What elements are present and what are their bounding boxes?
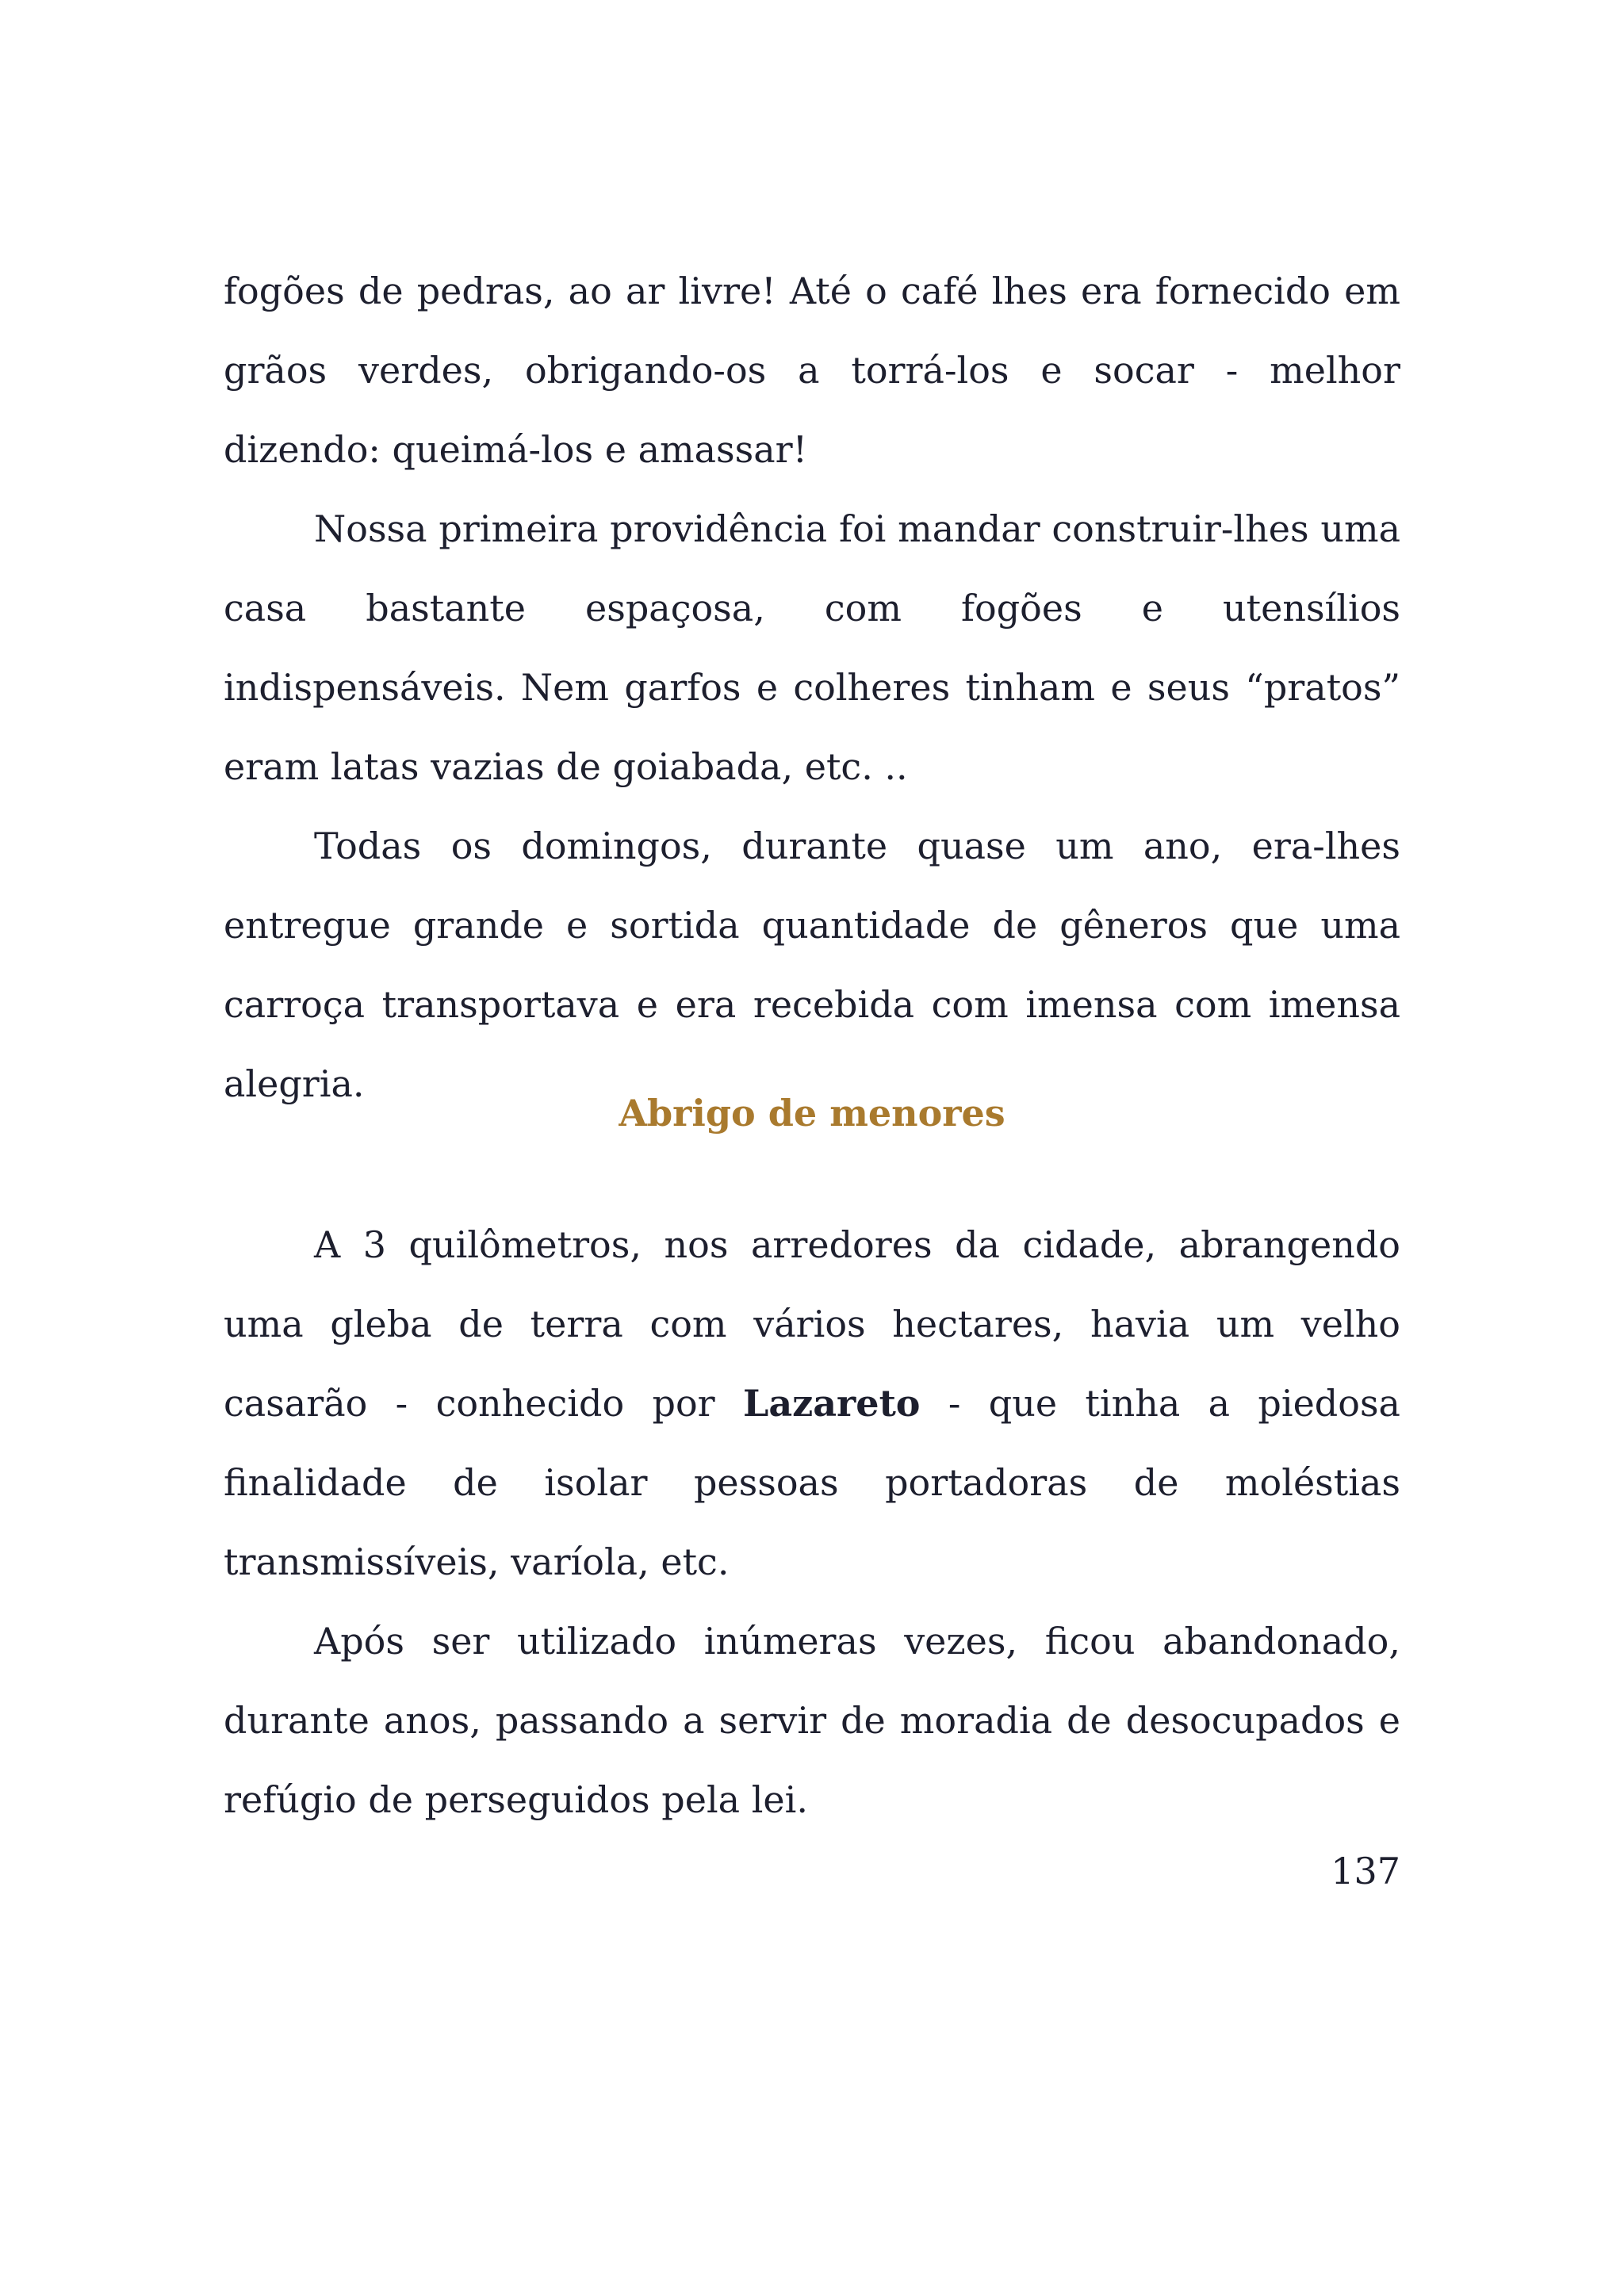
paragraph-lazareto xyxy=(224,1205,1400,1601)
page-number: 137 xyxy=(1331,1850,1400,1892)
text-section-abrigo xyxy=(224,1205,1400,1839)
paragraph-continuation: fogões de pedras, ao ar livre! Até o café lhes era fornecido em grãos verdes, obrigando-os a torrá-los e socar - melhor dizendo: queimá-los e amassar! xyxy=(224,270,1400,471)
paragraph-lazareto-start: A 3 quilômetros, nos arredores da cidade, abrangendo uma gleba de terra com vários hectares, havia um velho casarão - conhecido por xyxy=(224,1223,1400,1425)
section-heading: Abrigo de menores xyxy=(619,1092,1005,1135)
paragraph-domingos: Todas os domingos, durante quase um ano, era-lhes entregue grande e sortida quantidade de gêneros que uma carroça transportava e era recebida com imensa com imensa alegria. xyxy=(224,825,1400,1105)
lazareto-bold-term: Lazareto xyxy=(742,1382,921,1425)
paragraph-lazareto-end: - que tinha a piedosa finalidade de isolar pessoas portadoras de moléstias transmissíveis, varíola, etc. xyxy=(224,1382,1400,1583)
text-section-top xyxy=(224,251,1400,1123)
paragraph-abandonado: Após ser utilizado inúmeras vezes, ficou abandonado, durante anos, passando a servir de moradia de desocupados e refúgio de perseguidos pela lei. xyxy=(224,1620,1400,1821)
paragraph-providencia: Nossa primeira providência foi mandar construir-lhes uma casa bastante espaçosa, com fogões e utensílios indispensáveis. Nem garfos e colheres tinham e seus “pratos” eram latas vazias de goiabada, etc. .. xyxy=(224,507,1400,788)
